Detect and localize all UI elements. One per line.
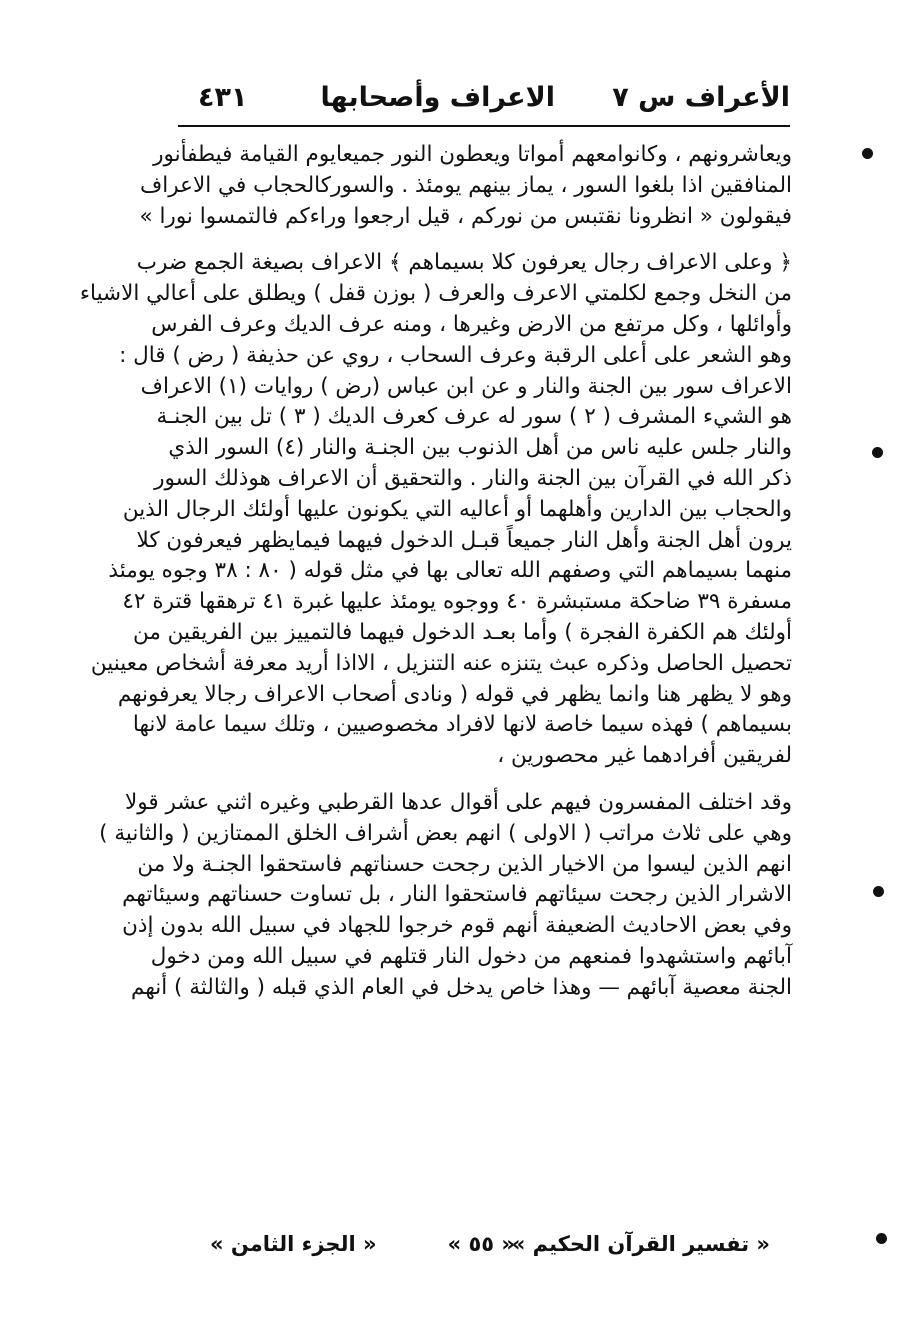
binding-hole-mark: [873, 886, 884, 897]
paragraph-gap: [180, 772, 792, 788]
text-line: من النخل وجمع لكلمتي الاعرف والعرف ( بوزن قفل ) ويطلق على أعالي الاشياء: [79, 281, 792, 307]
text-line: ﴿ وعلى الاعراف رجال يعرفون كلا بسيماهم ﴾ الاعراف بصيغة الجمع ضرب: [136, 250, 792, 276]
body-text: [79, 140, 792, 1004]
header-title: الاعراف وأصحابها: [320, 82, 555, 113]
text-line: وأوائلها ، وكل مرتفع من الارض وغيرها ، ومنه عرف الديك وعرف الفرس: [151, 311, 792, 337]
text-line: هو الشيء المشرف ( ٢ ) سور له عرف كعرف الديك ( ٣ ) تل بين الجنـة: [156, 404, 792, 430]
text-line: وفي بعض الاحاديث الضعيفة أنهم قوم خرجوا للجهاد في سبيل الله بدون إذن: [122, 913, 792, 939]
text-line: فيقولون « انظرونا نقتبس من نوركم ، قيل ارجعوا وراءكم فالتمسوا نورا »: [139, 203, 792, 229]
footer-signature-number: « ٥٥ »: [447, 1232, 515, 1256]
text-line: الاعراف سور بين الجنة والنار و عن ابن عباس (رض ) روايات (١) الاعراف: [140, 373, 792, 399]
header-surah: الأعراف س ٧: [612, 82, 790, 113]
binding-hole-mark: [862, 148, 873, 159]
paragraph-gap: [180, 232, 792, 248]
text-line: والنار جلس عليه ناس من أهل الذنوب بين الجنـة والنار (٤) السور الذي: [168, 435, 792, 461]
text-line: ذكر الله في القرآن بين الجنة والنار . والتحقيق أن الاعراف هوذلك السور: [154, 465, 792, 491]
text-line: والحجاب بين الدارين وأهلهما أو أعاليه التي يكونون عليها أولئك الرجال الذين: [122, 496, 792, 522]
text-line: منهما بسيماهم التي وصفهم الله تعالى بها في مثل قوله ( ٨٠ : ٣٨ وجوه يومئذ: [108, 558, 792, 584]
binding-hole-mark: [876, 1233, 887, 1244]
text-line: لفريقين أفرادهما غير محصورين ،: [497, 743, 792, 769]
text-line: بسيماهم ) فهذه سيما خاصة لانها لافراد مخصوصيين ، وتلك سيما عامة لانها: [132, 712, 792, 738]
text-line: ويعاشرونهم ، وكانوامعهم أمواتا ويعطون النور جميعايوم القيامة فيطفأنور: [153, 142, 792, 167]
text-line: مسفرة ٣٩ ضاحكة مستبشرة ٤٠ ووجوه يومئذ عليها غبرة ٤١ ترهقها قترة ٤٢: [122, 589, 792, 615]
text-line: وهو الشعر على أعلى الرقبة وعرف السحاب ، روي عن حذيفة ( رض ) قال :: [119, 342, 792, 368]
header-rule: [178, 125, 790, 127]
text-line: آبائهم واستشهدوا فمنعهم من دخول النار قتلهم في سبيل الله ومن دخول: [150, 943, 792, 969]
page-number: ٤٣١: [198, 82, 248, 113]
text-line: يرون أهل الجنة وأهل النار جميعاً قبـل الدخول فيهما فيمايظهر فيعرفون كلا: [136, 527, 792, 553]
text-line: الاشرار الذين رجحت سيئاتهم فاستحقوا النار ، بل تساوت حسناتهم وسيئاتهم: [122, 882, 792, 908]
text-line: الجنة معصية آبائهم — وهذا خاص يدخل في العام الذي قبله ( والثالثة ) أنهم: [131, 974, 792, 1000]
footer-part: « الجزء الثامن »: [210, 1232, 377, 1256]
text-line: انهم الذين ليسوا من الاخيار الذين رجحت حسناتهم فاستحقوا الجنـة ولا من: [137, 851, 792, 877]
text-line: وهي على ثلاث مراتب ( الاولى ) انهم بعض أشراف الخلق الممتازين ( والثانية ): [99, 820, 792, 846]
text-line: المنافقين اذا بلغوا السور ، يماز بينهم يومئذ . والسوركالحجاب في الاعراف: [140, 172, 792, 198]
binding-hole-mark: [872, 447, 883, 458]
text-line: تحصيل الحاصل وذكره عبث يتنزه عنه التنزيل ، الااذا أريد معرفة أشخاص معينين: [90, 650, 792, 676]
text-line: وقد اختلف المفسرون فيهم على أقوال عدها القرطبي وغيره اثني عشر قولا: [124, 789, 792, 815]
page-footer: [210, 1232, 770, 1272]
footer-book-title: « تفسير القرآن الحكيم »: [511, 1232, 770, 1256]
text-line: أولئك هم الكفرة الفجرة ) وأما بعـد الدخول فيهما فالتمييز بين الفريقين من: [132, 619, 792, 645]
text-line: وهو لا يظهر هنا وانما يظهر في قوله ( ونادى أصحاب الاعراف رجالا يعرفونهم: [117, 681, 792, 707]
page-header: [178, 82, 790, 122]
